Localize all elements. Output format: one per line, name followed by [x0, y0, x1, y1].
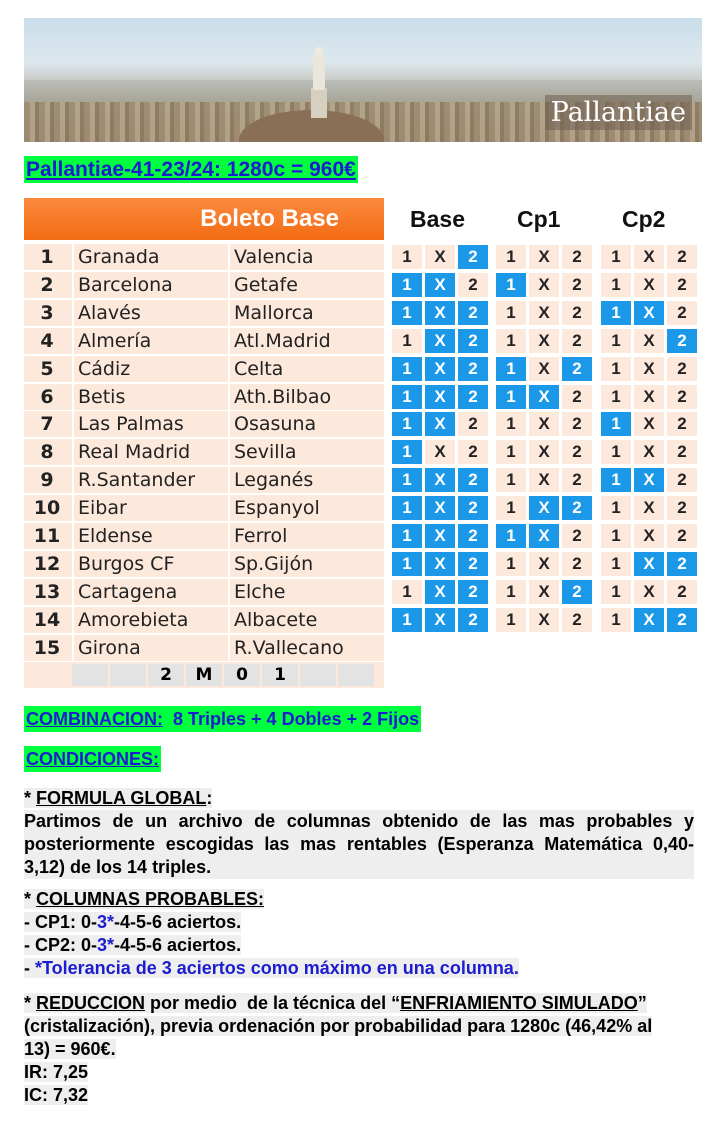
- formula-colon: :: [206, 788, 213, 808]
- away-team: Sevilla: [234, 441, 297, 464]
- cp2-pick-cell: 2: [667, 580, 697, 604]
- cp2-pick-cell: 1: [601, 524, 631, 548]
- match-row: [24, 551, 384, 577]
- row-separator: [72, 579, 74, 605]
- cp2-pick-cell: 2: [667, 245, 697, 269]
- base-pick-cell: X: [425, 496, 455, 520]
- base-pick-cell: 1: [392, 524, 422, 548]
- base-pick-cell: X: [425, 524, 455, 548]
- pleno-cell: M: [186, 664, 222, 686]
- cp2-pick-cell: X: [634, 552, 664, 576]
- row-separator: [228, 551, 230, 577]
- cp2-pick-cell: 1: [601, 412, 631, 436]
- formula-label: FORMULA GLOBAL: [36, 788, 207, 808]
- base-pick-cell: X: [425, 301, 455, 325]
- match-number: 13: [33, 580, 61, 603]
- base-pick-cell: 1: [392, 552, 422, 576]
- cp2-pick-cell: 2: [667, 496, 697, 520]
- cp2-pick-cell: 2: [667, 273, 697, 297]
- cp2-pick-cell: 2: [667, 329, 697, 353]
- row-separator: [72, 495, 74, 521]
- match-row: [24, 579, 384, 605]
- away-team: Albacete: [234, 608, 318, 631]
- base-pick-cell: 2: [458, 440, 488, 464]
- pleno-cell: [110, 664, 146, 686]
- match-number: 6: [40, 385, 54, 408]
- pleno-cell: 2: [148, 664, 184, 686]
- cp1-pick-cell: 2: [562, 412, 592, 436]
- match-row: [24, 495, 384, 521]
- row-separator: [228, 439, 230, 465]
- away-team: Atl.Madrid: [234, 329, 331, 352]
- cp2-pick-cell: 1: [601, 329, 631, 353]
- combinacion-line: [24, 706, 421, 732]
- cp2-pick-cell: X: [634, 412, 664, 436]
- row-separator: [228, 244, 230, 270]
- match-number: 5: [40, 357, 54, 380]
- ic-value: IC: 7,32: [24, 1085, 89, 1105]
- row-separator: [72, 411, 74, 437]
- base-pick-cell: 1: [392, 301, 422, 325]
- reduccion-text2: ” (cristalización), previa ordenación por probabilidad para 1280c (46,42% al 13) = 960€.: [24, 993, 653, 1059]
- base-pick-cell: X: [425, 468, 455, 492]
- formula-text: Partimos de un archivo de columnas obtenido de las mas probables y posteriormente escogidas las mas rentables (Esperanza Matemática 0,40-3,12) de los 14 triples.: [24, 811, 694, 877]
- match-row: [24, 635, 384, 661]
- away-team: Getafe: [234, 273, 298, 296]
- probables-bullet: *: [24, 889, 37, 909]
- cp1-pick-cell: 1: [496, 357, 526, 381]
- base-pick-cell: 2: [458, 468, 488, 492]
- row-separator: [228, 579, 230, 605]
- cp1-pick-cell: 2: [562, 580, 592, 604]
- banner-logo: Pallantiae: [545, 95, 692, 130]
- header-banner-image: [24, 18, 702, 142]
- base-pick-cell: 2: [458, 357, 488, 381]
- condiciones-label: CONDICIONES:: [26, 749, 160, 769]
- base-pick-cell: 1: [392, 580, 422, 604]
- cp2-pick-cell: 1: [601, 552, 631, 576]
- match-row: [24, 411, 384, 437]
- banner-pedestal: [311, 88, 327, 118]
- away-team: Ferrol: [234, 525, 288, 547]
- row-separator: [228, 356, 230, 382]
- cp1-pick-cell: 2: [562, 468, 592, 492]
- ir-value: IR: 7,25: [24, 1062, 89, 1082]
- match-number: 9: [40, 469, 54, 492]
- away-team: Osasuna: [234, 413, 317, 436]
- home-team: Almería: [78, 329, 152, 352]
- cp1-pick-cell: X: [529, 357, 559, 381]
- cp2-pick-cell: X: [634, 329, 664, 353]
- formula-section: [24, 787, 694, 879]
- cp2-pick-cell: 1: [601, 496, 631, 520]
- row-separator: [72, 467, 74, 493]
- base-pick-cell: X: [425, 245, 455, 269]
- cp2-pick-cell: X: [634, 468, 664, 492]
- home-team: Alavés: [78, 301, 141, 324]
- home-team: Barcelona: [78, 273, 173, 296]
- formula-bullet: *: [24, 788, 37, 808]
- match-row: [24, 607, 384, 633]
- cp1-suffix: -4-5-6 aciertos.: [114, 912, 242, 932]
- base-pick-cell: 1: [392, 357, 422, 381]
- away-team: Leganés: [234, 469, 314, 492]
- cp1-pick-cell: 2: [562, 440, 592, 464]
- away-team: Valencia: [234, 246, 314, 268]
- cp1-highlight: 3*: [97, 912, 115, 932]
- cp2-pick-cell: 1: [601, 301, 631, 325]
- cp2-pick-cell: 1: [601, 468, 631, 492]
- away-team: Sp.Gijón: [234, 552, 314, 575]
- row-separator: [72, 523, 74, 549]
- cp1-pick-cell: 2: [562, 385, 592, 409]
- home-team: Cádiz: [78, 357, 131, 380]
- base-pick-cell: X: [425, 357, 455, 381]
- base-pick-cell: 1: [392, 608, 422, 632]
- row-separator: [228, 467, 230, 493]
- row-separator: [228, 635, 230, 661]
- cp1-pick-cell: 1: [496, 496, 526, 520]
- cp1-pick-cell: 1: [496, 552, 526, 576]
- pleno-cell: [338, 664, 374, 686]
- row-separator: [228, 411, 230, 437]
- row-separator: [72, 384, 74, 410]
- cp2-pick-cell: 2: [667, 524, 697, 548]
- cp1-pick-cell: 2: [562, 329, 592, 353]
- cp2-pick-cell: 2: [667, 468, 697, 492]
- cp2-pick-cell: 1: [601, 245, 631, 269]
- cp1-pick-cell: 1: [496, 440, 526, 464]
- home-team: Las Palmas: [78, 413, 184, 436]
- cp2-pick-cell: X: [634, 301, 664, 325]
- row-separator: [72, 244, 74, 270]
- cp1-pick-cell: X: [529, 329, 559, 353]
- cp1-pick-cell: 2: [562, 608, 592, 632]
- home-team: R.Santander: [78, 469, 196, 492]
- cp2-pick-cell: X: [634, 385, 664, 409]
- base-pick-cell: 2: [458, 524, 488, 548]
- cp1-pick-cell: X: [529, 496, 559, 520]
- cp2-pick-cell: 2: [667, 608, 697, 632]
- match-number: 8: [40, 441, 54, 464]
- cp2-prefix: - CP2: 0-: [24, 935, 98, 955]
- pleno-row: [24, 662, 384, 688]
- probables-section: [24, 888, 694, 980]
- row-separator: [72, 356, 74, 382]
- cp1-pick-cell: 1: [496, 524, 526, 548]
- home-team: Eldense: [78, 525, 153, 547]
- combinacion-value: 8 Triples + 4 Dobles + 2 Fijos: [163, 709, 420, 729]
- match-number: 11: [33, 525, 61, 547]
- combinacion-label: COMBINACION:: [26, 709, 163, 729]
- row-separator: [228, 607, 230, 633]
- row-separator: [72, 272, 74, 298]
- base-pick-cell: X: [425, 580, 455, 604]
- cp1-pick-cell: X: [529, 412, 559, 436]
- match-number: 15: [33, 636, 61, 659]
- cp2-pick-cell: 1: [601, 440, 631, 464]
- match-number: 1: [40, 246, 54, 268]
- cp1-pick-cell: X: [529, 245, 559, 269]
- pleno-cell: [72, 664, 108, 686]
- cp1-pick-cell: 1: [496, 468, 526, 492]
- base-pick-cell: X: [425, 552, 455, 576]
- row-separator: [228, 495, 230, 521]
- match-number: 7: [40, 413, 54, 436]
- cp2-highlight: 3*: [97, 935, 115, 955]
- cp2-pick-cell: 1: [601, 580, 631, 604]
- base-pick-cell: 2: [458, 496, 488, 520]
- cp2-pick-cell: 1: [601, 385, 631, 409]
- away-team: Celta: [234, 357, 284, 380]
- base-pick-cell: 2: [458, 608, 488, 632]
- base-pick-cell: X: [425, 329, 455, 353]
- base-pick-cell: X: [425, 412, 455, 436]
- base-pick-cell: 2: [458, 273, 488, 297]
- cp1-pick-cell: 2: [562, 357, 592, 381]
- cp1-pick-cell: X: [529, 552, 559, 576]
- cp2-pick-cell: 2: [667, 440, 697, 464]
- base-pick-cell: X: [425, 608, 455, 632]
- probables-label: COLUMNAS PROBABLES:: [36, 889, 265, 909]
- match-number: 14: [33, 608, 61, 631]
- reduccion-section: [24, 992, 664, 1107]
- cp1-pick-cell: 2: [562, 552, 592, 576]
- match-number: 2: [40, 273, 54, 296]
- cp1-pick-cell: X: [529, 524, 559, 548]
- away-team: R.Vallecano: [234, 636, 344, 659]
- cp2-pick-cell: X: [634, 440, 664, 464]
- cp1-prefix: - CP1: 0-: [24, 912, 98, 932]
- cp2-pick-cell: X: [634, 245, 664, 269]
- home-team: Amorebieta: [78, 608, 189, 631]
- column-header-cp2: Cp2: [622, 206, 666, 232]
- base-pick-cell: 1: [392, 440, 422, 464]
- match-row: [24, 467, 384, 493]
- cp1-pick-cell: X: [529, 580, 559, 604]
- cp1-pick-cell: 2: [562, 273, 592, 297]
- cp2-pick-cell: X: [634, 496, 664, 520]
- base-pick-cell: 2: [458, 245, 488, 269]
- cp2-pick-cell: 2: [667, 301, 697, 325]
- home-team: Real Madrid: [78, 441, 191, 464]
- home-team: Cartagena: [78, 580, 178, 603]
- cp1-pick-cell: 1: [496, 580, 526, 604]
- row-separator: [72, 300, 74, 326]
- cp1-pick-cell: 1: [496, 329, 526, 353]
- row-separator: [72, 635, 74, 661]
- page-title-text: Pallantiae-41-23/24: 1280c = 960€: [26, 158, 356, 181]
- match-number: 12: [33, 552, 61, 575]
- cp1-pick-cell: 1: [496, 245, 526, 269]
- cp2-pick-cell: 1: [601, 273, 631, 297]
- base-pick-cell: 1: [392, 496, 422, 520]
- match-number: 4: [40, 329, 54, 352]
- home-team: Betis: [78, 385, 126, 408]
- cp1-pick-cell: X: [529, 440, 559, 464]
- boleto-header: Boleto Base: [24, 198, 384, 240]
- cp2-pick-cell: X: [634, 357, 664, 381]
- match-row: [24, 356, 384, 382]
- home-team: Eibar: [78, 497, 127, 520]
- reduccion-label: REDUCCION: [36, 993, 146, 1013]
- row-separator: [228, 272, 230, 298]
- page-title: [24, 156, 358, 183]
- cp2-pick-cell: X: [634, 608, 664, 632]
- cp2-pick-cell: 1: [601, 608, 631, 632]
- match-row: [24, 523, 384, 549]
- base-pick-cell: 2: [458, 580, 488, 604]
- column-header-base: Base: [410, 206, 465, 232]
- away-team: Elche: [234, 580, 286, 603]
- row-separator: [228, 523, 230, 549]
- row-separator: [72, 439, 74, 465]
- cp2-pick-cell: 2: [667, 357, 697, 381]
- match-row: [24, 244, 384, 270]
- cp1-pick-cell: 1: [496, 273, 526, 297]
- row-separator: [228, 328, 230, 354]
- cp2-pick-cell: 2: [667, 412, 697, 436]
- home-team: Girona: [78, 636, 141, 659]
- cp1-pick-cell: 2: [562, 245, 592, 269]
- reduccion-label2: ENFRIAMIENTO SIMULADO: [400, 993, 638, 1013]
- match-row: [24, 328, 384, 354]
- row-separator: [228, 300, 230, 326]
- cp2-pick-cell: X: [634, 580, 664, 604]
- match-row: [24, 272, 384, 298]
- row-separator: [72, 607, 74, 633]
- base-pick-cell: 1: [392, 245, 422, 269]
- cp2-suffix: -4-5-6 aciertos.: [114, 935, 242, 955]
- banner-statue-head: [315, 47, 323, 55]
- base-pick-cell: 2: [458, 412, 488, 436]
- base-pick-cell: 1: [392, 468, 422, 492]
- base-pick-cell: 2: [458, 552, 488, 576]
- cp1-pick-cell: 2: [562, 301, 592, 325]
- cp1-pick-cell: 1: [496, 412, 526, 436]
- cp1-pick-cell: X: [529, 301, 559, 325]
- reduccion-bullet: *: [24, 993, 37, 1013]
- match-row: [24, 300, 384, 326]
- base-pick-cell: 1: [392, 329, 422, 353]
- row-separator: [72, 328, 74, 354]
- cp1-pick-cell: 2: [562, 496, 592, 520]
- row-separator: [72, 551, 74, 577]
- cp1-pick-cell: 2: [562, 524, 592, 548]
- cp2-pick-cell: 2: [667, 385, 697, 409]
- column-header-cp1: Cp1: [517, 206, 561, 232]
- cp1-pick-cell: 1: [496, 608, 526, 632]
- home-team: Burgos CF: [78, 552, 175, 575]
- base-pick-cell: 2: [458, 329, 488, 353]
- tolerance-text: *Tolerancia de 3 aciertos como máximo en una columna.: [35, 958, 519, 978]
- cp1-pick-cell: X: [529, 608, 559, 632]
- pleno-cell: 0: [224, 664, 260, 686]
- match-row: [24, 439, 384, 465]
- base-pick-cell: X: [425, 273, 455, 297]
- cp1-pick-cell: X: [529, 273, 559, 297]
- reduccion-text1: por medio de la técnica del “: [145, 993, 401, 1013]
- away-team: Ath.Bilbao: [234, 385, 332, 408]
- condiciones-heading: [24, 746, 161, 772]
- match-number: 10: [33, 497, 61, 520]
- match-row: [24, 384, 384, 410]
- cp1-pick-cell: X: [529, 385, 559, 409]
- base-pick-cell: 2: [458, 385, 488, 409]
- home-team: Granada: [78, 246, 160, 268]
- cp1-pick-cell: 1: [496, 385, 526, 409]
- cp2-pick-cell: 1: [601, 357, 631, 381]
- row-separator: [228, 384, 230, 410]
- cp1-pick-cell: X: [529, 468, 559, 492]
- pleno-cell: 1: [262, 664, 298, 686]
- tolerance-prefix: -: [24, 958, 35, 978]
- base-pick-cell: 2: [458, 301, 488, 325]
- base-pick-cell: X: [425, 385, 455, 409]
- base-pick-cell: 1: [392, 412, 422, 436]
- cp2-pick-cell: 2: [667, 552, 697, 576]
- base-pick-cell: X: [425, 440, 455, 464]
- cp2-pick-cell: X: [634, 273, 664, 297]
- match-number: 3: [40, 301, 54, 324]
- banner-statue: [313, 52, 325, 90]
- cp1-pick-cell: 1: [496, 301, 526, 325]
- pleno-cell: [300, 664, 336, 686]
- away-team: Espanyol: [234, 497, 320, 520]
- away-team: Mallorca: [234, 301, 314, 324]
- base-pick-cell: 1: [392, 273, 422, 297]
- base-pick-cell: 1: [392, 385, 422, 409]
- cp2-pick-cell: X: [634, 524, 664, 548]
